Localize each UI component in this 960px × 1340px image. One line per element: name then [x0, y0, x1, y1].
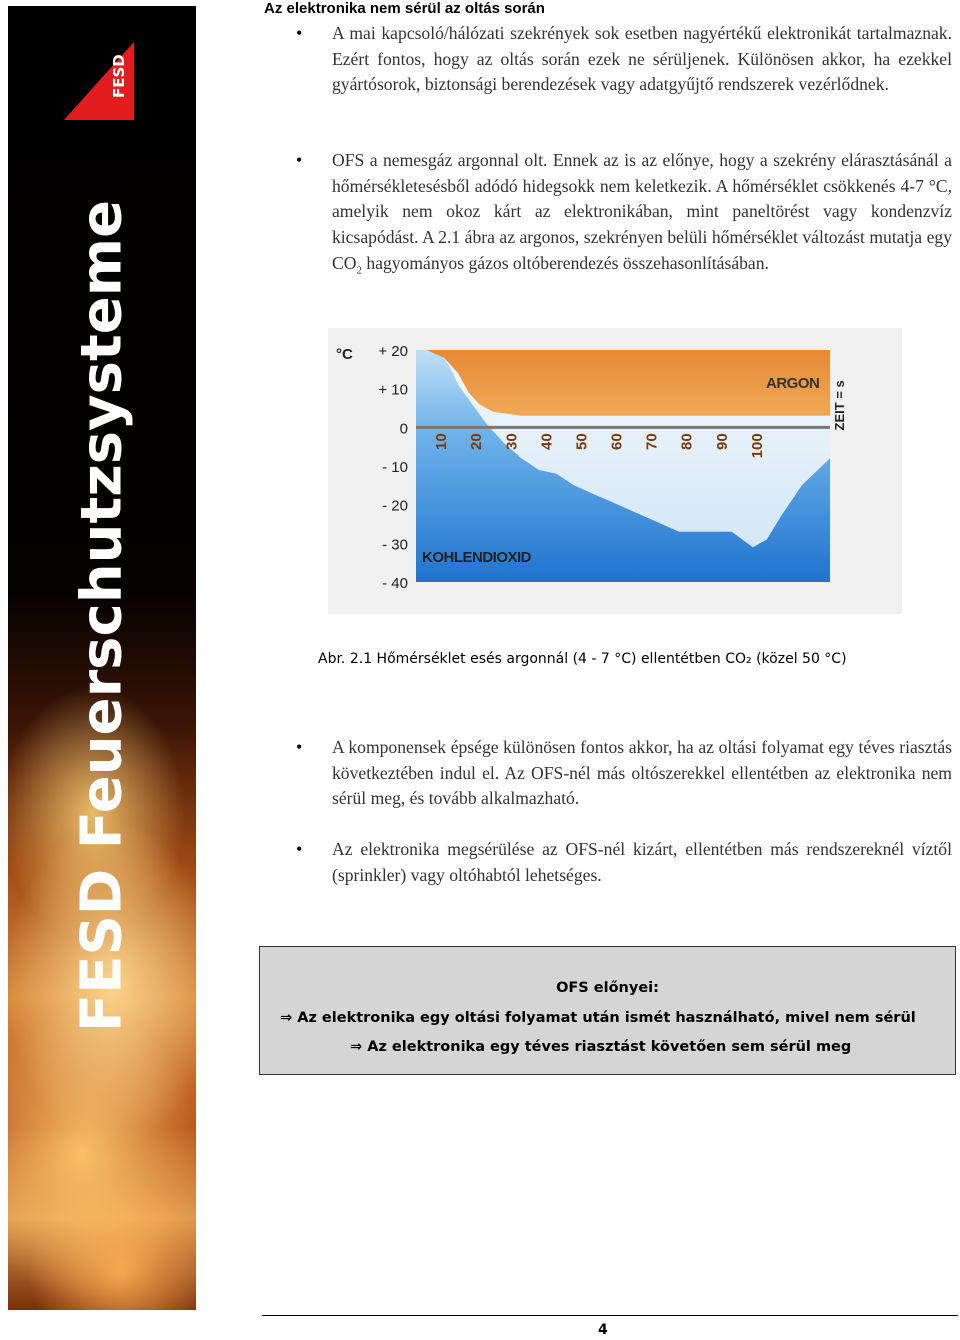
y-tick-label: + 20 [378, 343, 408, 360]
y-tick-label: - 20 [382, 497, 408, 515]
paragraph-argon-advantage [332, 148, 952, 284]
advantages-box [259, 946, 956, 1075]
co2-subscript: 2 [356, 264, 362, 277]
advantages-title: OFS előnyei: [556, 980, 659, 996]
paragraph-component-integrity: A komponensek épsége különösen fontos akkor, ha az oltási folyamat egy téves riasztás következtében indul el. Az OFS-nél más oltószerekkel ellentétben az elektronika nem sérül meg, és tovább alkalmazható. [332, 737, 952, 809]
page-number: 4 [598, 1322, 608, 1338]
paragraph-damage-excluded: Az elektronika megsérülése az OFS-nél kizárt, ellentétben más rendszereknél víztől (sprinkler) vagy oltóhabtól lehetséges. [332, 839, 952, 885]
arrow-icon: ⇒ [280, 1010, 293, 1026]
paragraph-electronics-value: A mai kapcsoló/hálózati szekrények sok esetben nagyértékű elektronikát tartalmaznak. Ezért fontos, hogy az oltás során ezek ne sérüljenek. Különösen akkor, ha ezekkel gyártósorok, biztonsági berendezések vagy adatgyűjtő rendszerek vezérlődnek. [332, 23, 952, 95]
bullet-marker: • [296, 737, 303, 757]
y-tick-label: - 40 [382, 575, 408, 592]
y-tick-label: 0 [399, 420, 408, 438]
x-tick-label: 50 [573, 433, 591, 451]
footer-rule [262, 1315, 958, 1316]
y-tick-label: + 10 [378, 381, 408, 399]
temperature-chart [328, 328, 902, 614]
bullet-marker: • [296, 839, 303, 859]
fesd-logo [62, 40, 138, 122]
series-label-kohlendioxid: KOHLENDIOXID [422, 549, 532, 566]
y-axis-label: °C [336, 346, 353, 363]
x-tick-label: 70 [643, 433, 661, 451]
temperature-chart-svg [328, 328, 902, 614]
bullet-marker: • [296, 23, 303, 43]
paragraph-argon-part1: OFS a nemesgáz argonnal olt. Ennek az is az előnye, hogy a szekrény elárasztásánál a hőmérsékletesésből adódó hidegsokk nem keletkezik. A hőmérséklet csökkenés 4-7 °C, amelyik nem okoz kárt az elektronikában, mint paneltörést vagy kondenzvíz kicsapódást. A 2.1 ábra az argonos, szekrényen belüli hőmérséklet változást mutatja egy CO [332, 150, 952, 273]
figure-caption: Abr. 2.1 Hőmérséklet esés argonnál (4 - 7 °C) ellentétben CO₂ (közel 50 °C) [318, 651, 847, 667]
x-tick-label: 10 [433, 433, 451, 451]
logo-text: FESD [110, 54, 128, 98]
advantage-text: Az elektronika egy téves riasztást követően sem sérül meg [367, 1039, 852, 1055]
advantage-text: Az elektronika egy oltási folyamat után ismét használható, mivel nem sérül [297, 1010, 916, 1026]
x-tick-label: 20 [468, 433, 486, 451]
x-tick-label: 90 [713, 433, 731, 451]
section-heading: Az elektronika nem sérül az oltás során [264, 0, 545, 17]
advantage-item [280, 1010, 916, 1026]
series-label-argon: ARGON [766, 375, 820, 392]
bullet-marker: • [296, 150, 303, 170]
brand-wordmark: FESD Feuerschutzsysteme [69, 199, 135, 1033]
arrow-icon: ⇒ [350, 1039, 363, 1055]
y-tick-label: - 30 [382, 536, 408, 554]
advantage-item [350, 1039, 851, 1055]
paragraph-argon-part2: hagyományos gázos oltóberendezés összehasonlításában. [361, 252, 769, 273]
x-tick-label: 80 [678, 433, 696, 451]
x-tick-label: 100 [748, 433, 766, 459]
sidebar-banner [8, 6, 196, 1310]
x-tick-label: 30 [503, 433, 521, 451]
x-tick-label: 40 [538, 433, 556, 451]
y-tick-label: - 10 [382, 459, 408, 476]
x-axis-label: ZEIT = s [832, 380, 847, 431]
x-tick-label: 60 [608, 433, 626, 451]
